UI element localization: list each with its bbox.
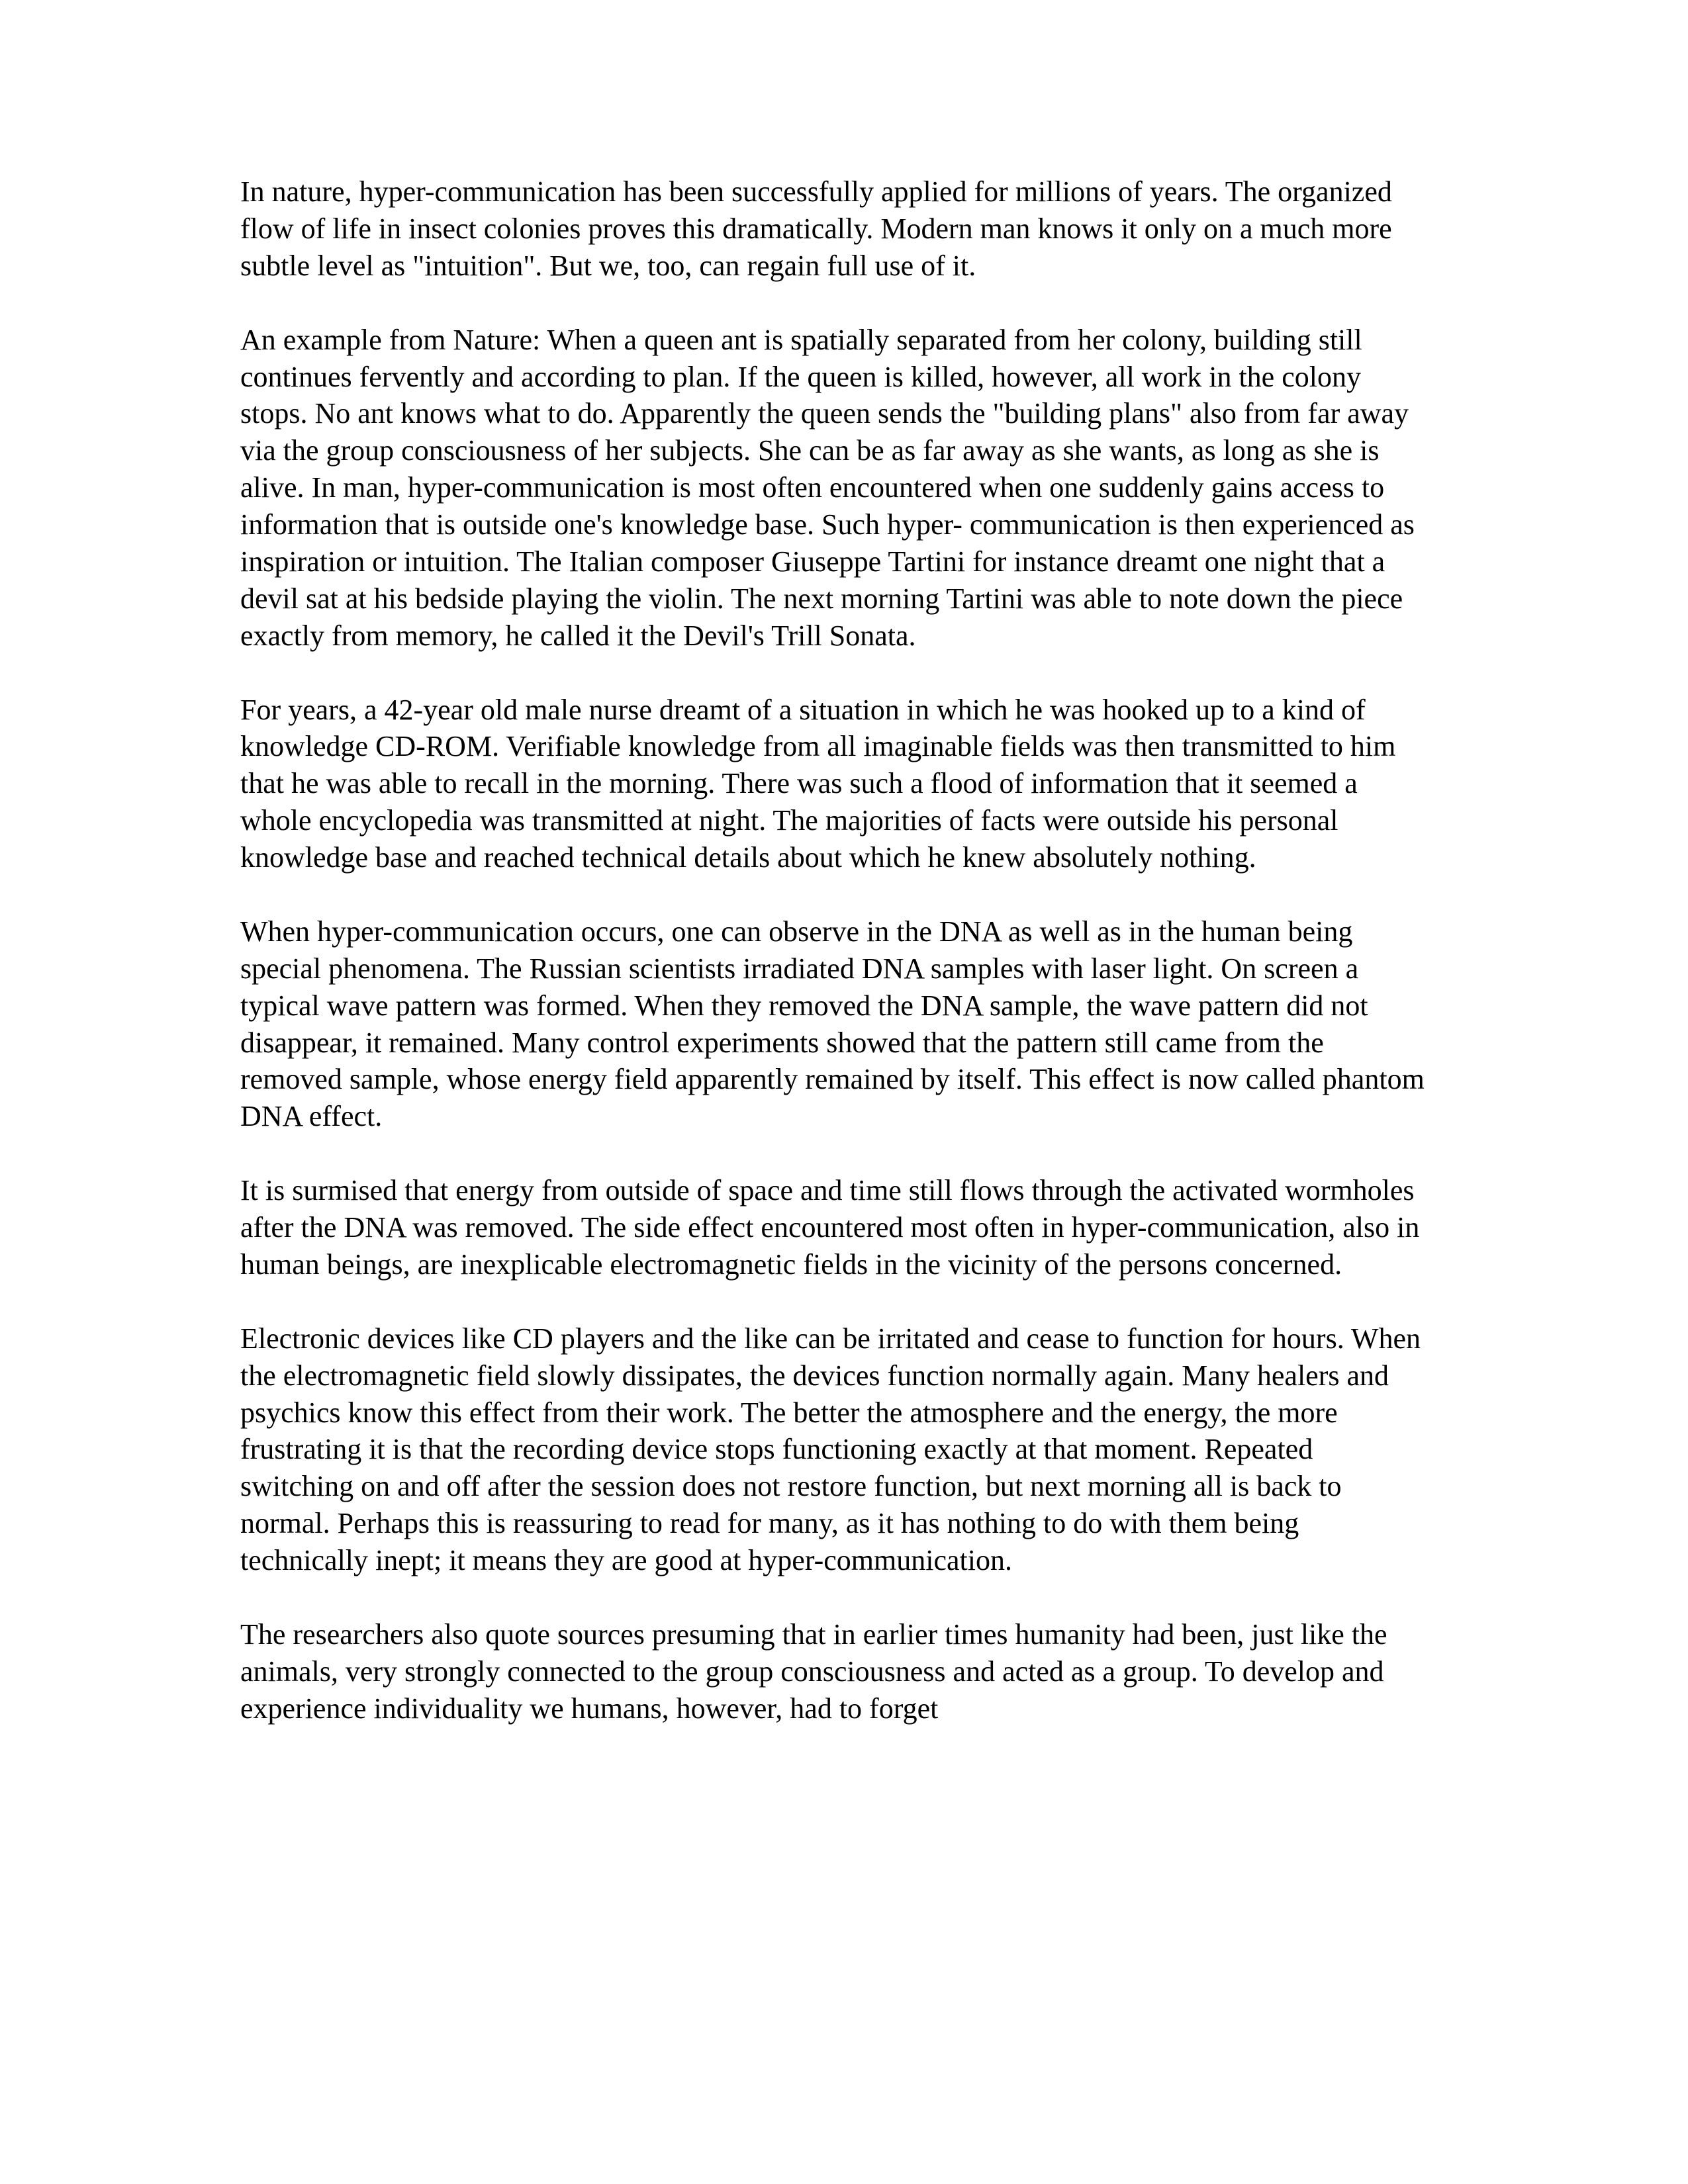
paragraph: In nature, hyper-communication has been successfully applied for millions of years. The organized flow of life in insect colonies proves this dramatically. Modern man knows it only on a much more subtle level as "intuition". But we, too, can regain full use of it.: [240, 175, 1392, 282]
paragraph: When hyper-communication occurs, one can observe in the DNA as well as in the human being special phenomena. The Russian scientists irradiated DNA samples with laser light. On screen a typical wave pattern was formed. When they removed the DNA sample, the wave pattern did not disappear, it remained. Many control experiments showed that the pattern still came from the removed sample, whose energy field apparently remained by itself. This effect is now called phantom DNA effect.: [240, 915, 1425, 1133]
paragraph: For years, a 42-year old male nurse dreamt of a situation in which he was hooked up to a kind of knowledge CD-ROM. Verifiable knowledge from all imaginable fields was then transmitted to him that he was able to recall in the morning. There was such a flood of information that it seemed a whole encyclopedia was transmitted at night. The majorities of facts were outside his personal knowledge base and reached technical details about which he knew absolutely nothing.: [240, 693, 1396, 874]
paragraph: The researchers also quote sources presuming that in earlier times humanity had been, just like the animals, very strongly connected to the group consciousness and acted as a group. To develop and experience individuality we humans, however, had to forget: [240, 1617, 1387, 1725]
document-content: [240, 173, 1425, 1727]
paragraph: It is surmised that energy from outside of space and time still flows through the activated wormholes after the DNA was removed. The side effect encountered most often in hyper-communication, also in human beings, are inexplicable electromagnetic fields in the vicinity of the persons concerned.: [240, 1174, 1420, 1281]
paragraph: Electronic devices like CD players and the like can be irritated and cease to function for hours. When the electromagnetic field slowly dissipates, the devices function normally again. Many healers and psychics know this effect from their work. The better the atmosphere and the energy, the more frustrating it is that the recording device stops functioning exactly at that moment. Repeated switching on and off after the session does not restore function, but next morning all is back to normal. Perhaps this is reassuring to read for many, as it has nothing to do with them being technically inept; it means they are good at hyper-communication.: [240, 1322, 1421, 1576]
paragraph: An example from Nature: When a queen ant is spatially separated from her colony, building still continues fervently and according to plan. If the queen is killed, however, all work in the colony stops. No ant knows what to do. Apparently the queen sends the "building plans" also from far away via the group consciousness of her subjects. She can be as far away as she wants, as long as she is alive. In man, hyper-communication is most often encountered when one suddenly gains access to information that is outside one's knowledge base. Such hyper- communication is then experienced as inspiration or intuition. The Italian composer Giuseppe Tartini for instance dreamt one night that a devil sat at his bedside playing the violin. The next morning Tartini was able to note down the piece exactly from memory, he called it the Devil's Trill Sonata.: [240, 323, 1415, 652]
